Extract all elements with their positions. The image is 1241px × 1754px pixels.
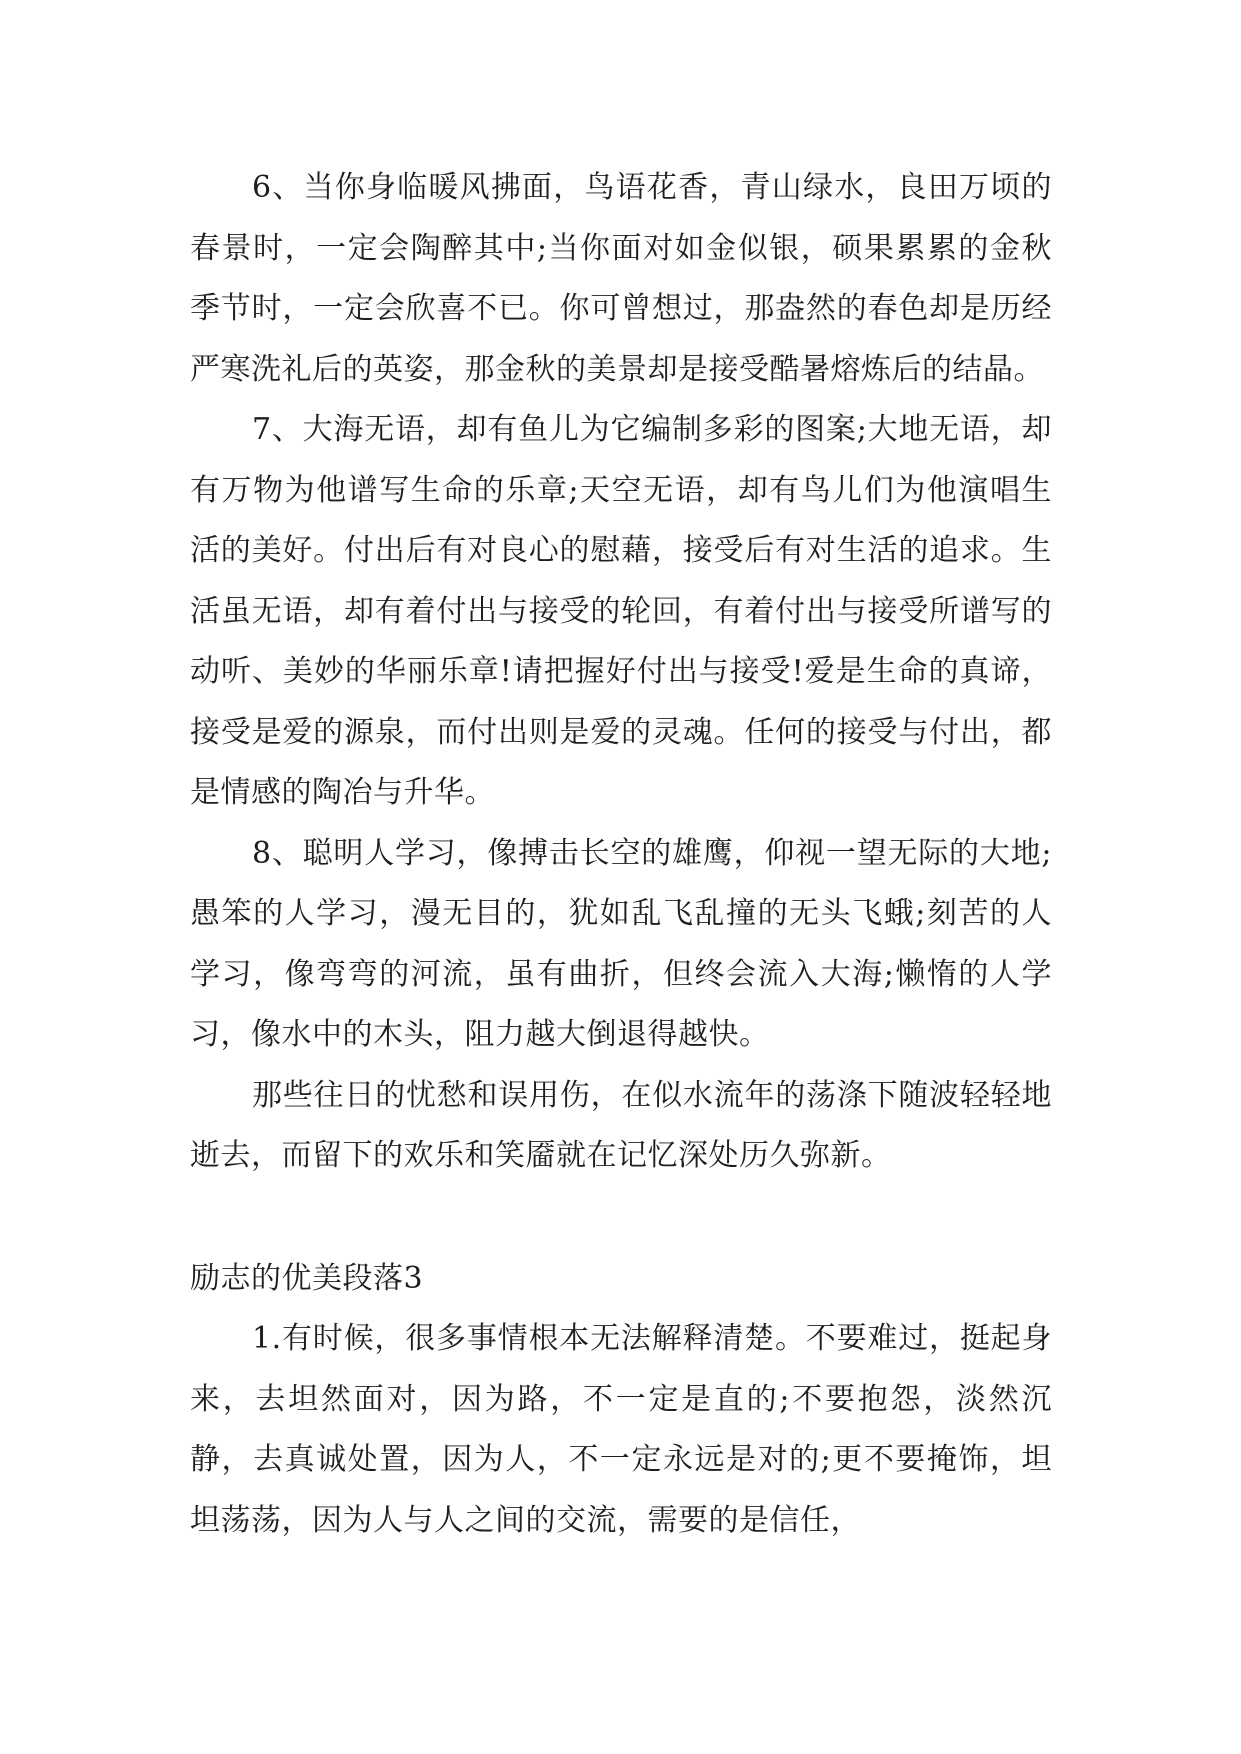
- paragraph-6: 6、当你身临暖风拂面，鸟语花香，青山绿水，良田万顷的春景时，一定会陶醉其中;当你面对如金似银，硕果累累的金秋季节时，一定会欣喜不已。你可曾想过，那盎然的春色却是历经严寒洗礼后的英姿，那金秋的美景却是接受酷暑熔炼后的结晶。: [190, 170, 1052, 387]
- paragraph-closing: 那些往日的忧愁和误用伤，在似水流年的荡涤下随波轻轻地逝去，而留下的欢乐和笑靥就在记忆深处历久弥新。: [190, 1077, 1052, 1173]
- paragraph-8: 8、聪明人学习，像搏击长空的雄鹰，仰视一望无际的大地;愚笨的人学习，漫无目的，犹如乱飞乱撞的无头飞蛾;刻苦的人学习，像弯弯的河流，虽有曲折，但终会流入大海;懒惰的人学习，像水中的木头，阻力越大倒退得越快。: [190, 835, 1052, 1052]
- section-heading: 励志的优美段落3: [190, 1260, 424, 1296]
- paragraph-1: 1.有时候，很多事情根本无法解释清楚。不要难过，挺起身来，去坦然面对，因为路，不一定是直的;不要抱怨，淡然沉静，去真诚处置，因为人，不一定永远是对的;更不要掩饰，坦坦荡荡，因为人与人之间的交流，需要的是信任，: [190, 1321, 1052, 1538]
- document-body: [190, 158, 1052, 1551]
- paragraph-7: 7、大海无语，却有鱼儿为它编制多彩的图案;大地无语，却有万物为他谱写生命的乐章;天空无语，却有鸟儿们为他演唱生活的美好。付出后有对良心的慰藉，接受后有对生活的追求。生活虽无语，却有着付出与接受的轮回，有着付出与接受所谱写的动听、美妙的华丽乐章!请把握好付出与接受!爱是生命的真谛，接受是爱的源泉，而付出则是爱的灵魂。任何的接受与付出，都是情感的陶冶与升华。: [190, 412, 1052, 810]
